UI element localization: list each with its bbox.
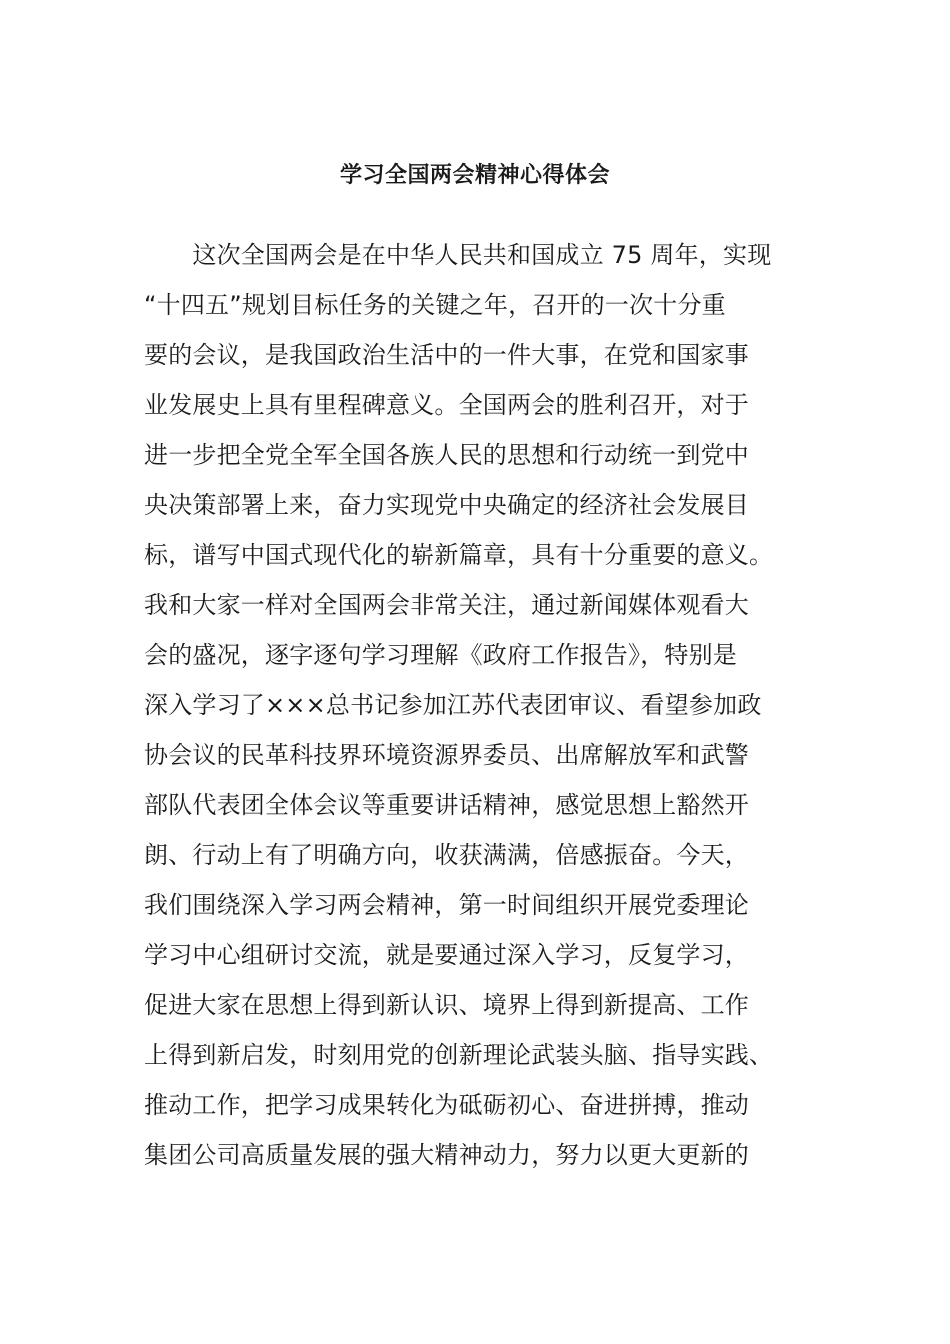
body-line-13: 朗、行动上有了明确方向，收获满满，倍感振奋。今天，: [144, 841, 749, 869]
document-title: 学习全国两会精神心得体会: [339, 163, 610, 188]
document-body: [144, 230, 809, 1180]
body-line-16: 促进大家在思想上得到新认识、境界上得到新提高、工作: [144, 991, 749, 1019]
body-line-18: 推动工作，把学习成果转化为砥砺初心、奋进拼搏，推动: [144, 1091, 749, 1119]
body-line-2: “十四五”规划目标任务的关键之年，召开的一次十分重: [144, 291, 726, 319]
body-line-7: 标，谱写中国式现代化的崭新篇章，具有十分重要的意义。: [144, 541, 774, 569]
body-line-9: 会的盛况，逐字逐句学习理解《政府工作报告》，特别是: [144, 641, 737, 669]
body-line-3: 要的会议，是我国政治生活中的一件大事，在党和国家事: [144, 341, 749, 369]
body-line-1: 这次全国两会是在中华人民共和国成立 75 周年，实现: [144, 241, 772, 269]
body-line-8: 我和大家一样对全国两会非常关注，通过新闻媒体观看大: [144, 591, 749, 619]
body-line-5: 进一步把全党全军全国各族人民的思想和行动统一到党中: [144, 441, 749, 469]
body-line-11: 协会议的民革科技界环境资源界委员、出席解放军和武警: [144, 741, 749, 769]
body-line-15: 学习中心组研讨交流，就是要通过深入学习，反复学习，: [144, 941, 749, 969]
body-line-19: 集团公司高质量发展的强大精神动力，努力以更大更新的: [144, 1141, 749, 1169]
body-line-10: 深入学习了×××总书记参加江苏代表团审议、看望参加政: [144, 691, 762, 719]
body-line-12: 部队代表团全体会议等重要讲话精神，感觉思想上豁然开: [144, 791, 749, 819]
body-line-17: 上得到新启发，时刻用党的创新理论武装头脑、指导实践、: [144, 1041, 774, 1069]
body-line-4: 业发展史上具有里程碑意义。全国两会的胜利召开，对于: [144, 391, 749, 419]
body-line-14: 我们围绕深入学习两会精神，第一时间组织开展党委理论: [144, 891, 749, 919]
body-line-6: 央决策部署上来，奋力实现党中央确定的经济社会发展目: [144, 491, 749, 519]
